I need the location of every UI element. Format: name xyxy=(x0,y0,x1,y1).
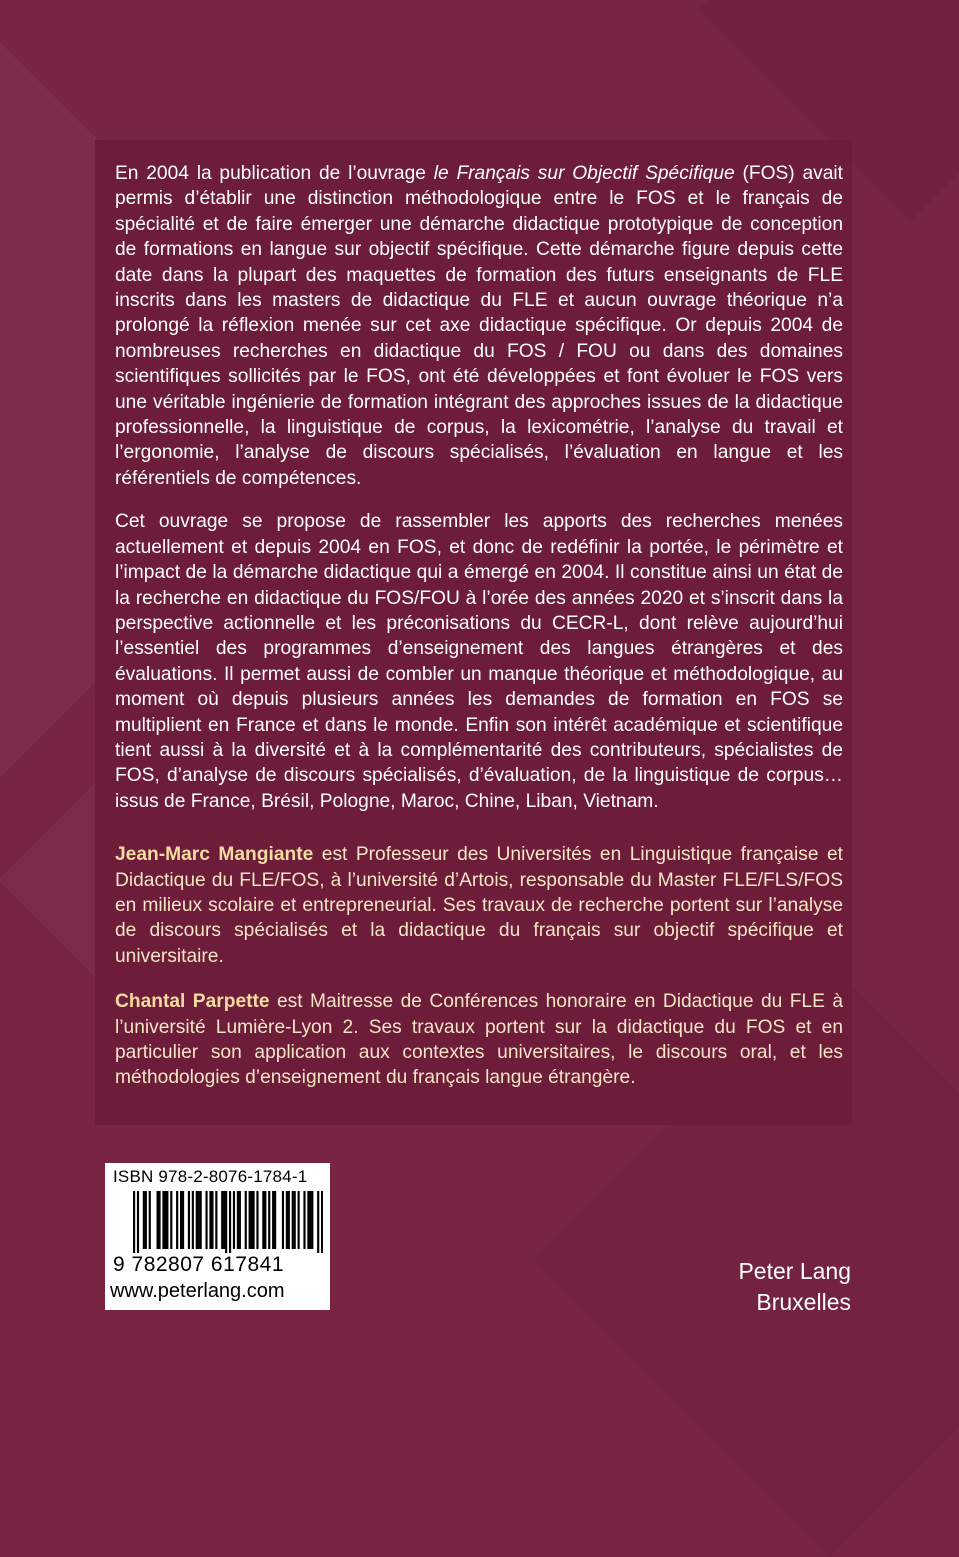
description-paragraph-1 xyxy=(115,161,843,491)
isbn-label: ISBN 978-2-8076-1784-1 xyxy=(113,1167,308,1186)
author-bio-1 xyxy=(115,842,843,969)
author-name: Chantal Parpette xyxy=(115,991,270,1013)
publisher-city: Bruxelles xyxy=(756,1289,851,1315)
back-cover-text xyxy=(115,161,843,1091)
description-paragraph-2: Cet ouvrage se propose de rassembler les apports des recherches menées actuellement et depuis 2004 en FOS, et donc de redéfinir la portée, le périmètre et l’impact de la démarche didactique qui a émergé en 2004. Il constitue ainsi un état de la recherche en didactique du FOS/FOU à l’orée des années 2020 et s’inscrit dans la perspective actionnelle et les préconisations du CECR-L, dont relève aujourd’hui l’essentiel des programmes d’enseignement des langues étrangères et des évaluations. Il permet aussi de combler un manque théorique et méthodologique, au moment où depuis plusieurs années les demandes de formation en FOS se multiplient en France et dans le monde. Enfin son intérêt académique et scientifique tient aussi à la diversité et à la complémentarité des contributeurs, spécialistes de FOS, d’analyse de discours spécialisés, d’évaluation, de la linguistique de corpus… issus de France, Brésil, Pologne, Maroc, Chine, Liban, Vietnam. xyxy=(115,511,843,812)
p1-text-end: (FOS) avait permis d’établir une distinction méthodologique entre le FOS et le français de spécialité et de faire émerger une démarche didactique prototypique de conception de formations en langue sur objectif spécifique. Cette démarche figure depuis cette date dans la plupart des maquettes de formation des futurs enseignants de FLE inscrits dans les masters de didactique du FLE et aucun ouvrage théorique n’a prolongé la réflexion menée sur cet axe didactique spécifique. Or depuis 2004 de nombreuses recherches en didactique du FOS / FOU ou dans des domaines scientifiques sollicités par le FOS, ont été développées et font évoluer le FOS vers une véritable ingénierie de formation intégrant des approches issues de la didactique professionnelle, la linguistique de corpus, la lexicométrie, l’analyse du travail et l’ergonomie, l’analyse de discours spécialisés, l’évaluation en langue et les référentiels de compétences. xyxy=(115,163,844,489)
publisher-url: www.peterlang.com xyxy=(110,1280,285,1302)
author-bio-text: est Maitresse de Conférences honoraire en Didactique du FLE à l’université Lumière-Lyon 2. Ses travaux portent sur la didactique du FOS et en particulier son application aux contextes universitaires, le discours oral, et les méthodologies d’enseignement du français langue étrangère. xyxy=(115,991,843,1089)
barcode-icon xyxy=(133,1191,323,1253)
author-name: Jean-Marc Mangiante xyxy=(115,844,314,866)
author-bio-2 xyxy=(115,989,843,1091)
publisher-imprint xyxy=(738,1256,851,1318)
author-bio-text: est Professeur des Universités en Linguistique française et Didactique du FLE/FOS, à l’université d’Artois, responsable du Master FLE/FLS/FOS en milieux scolaire et entrepreneurial. Ses travaux de recherche portent sur l’analyse de discours spécialisés et la didactique du français sur objectif spécifique et universitaire. xyxy=(115,844,843,967)
barcode-digits: 9 782807 617841 xyxy=(113,1253,284,1276)
book-title-reference: le Français sur Objectif Spécifique xyxy=(433,163,735,184)
isbn-barcode-box xyxy=(105,1163,330,1310)
p1-text-start: En 2004 la publication de l’ouvrage xyxy=(115,163,434,184)
publisher-name: Peter Lang xyxy=(738,1258,851,1284)
